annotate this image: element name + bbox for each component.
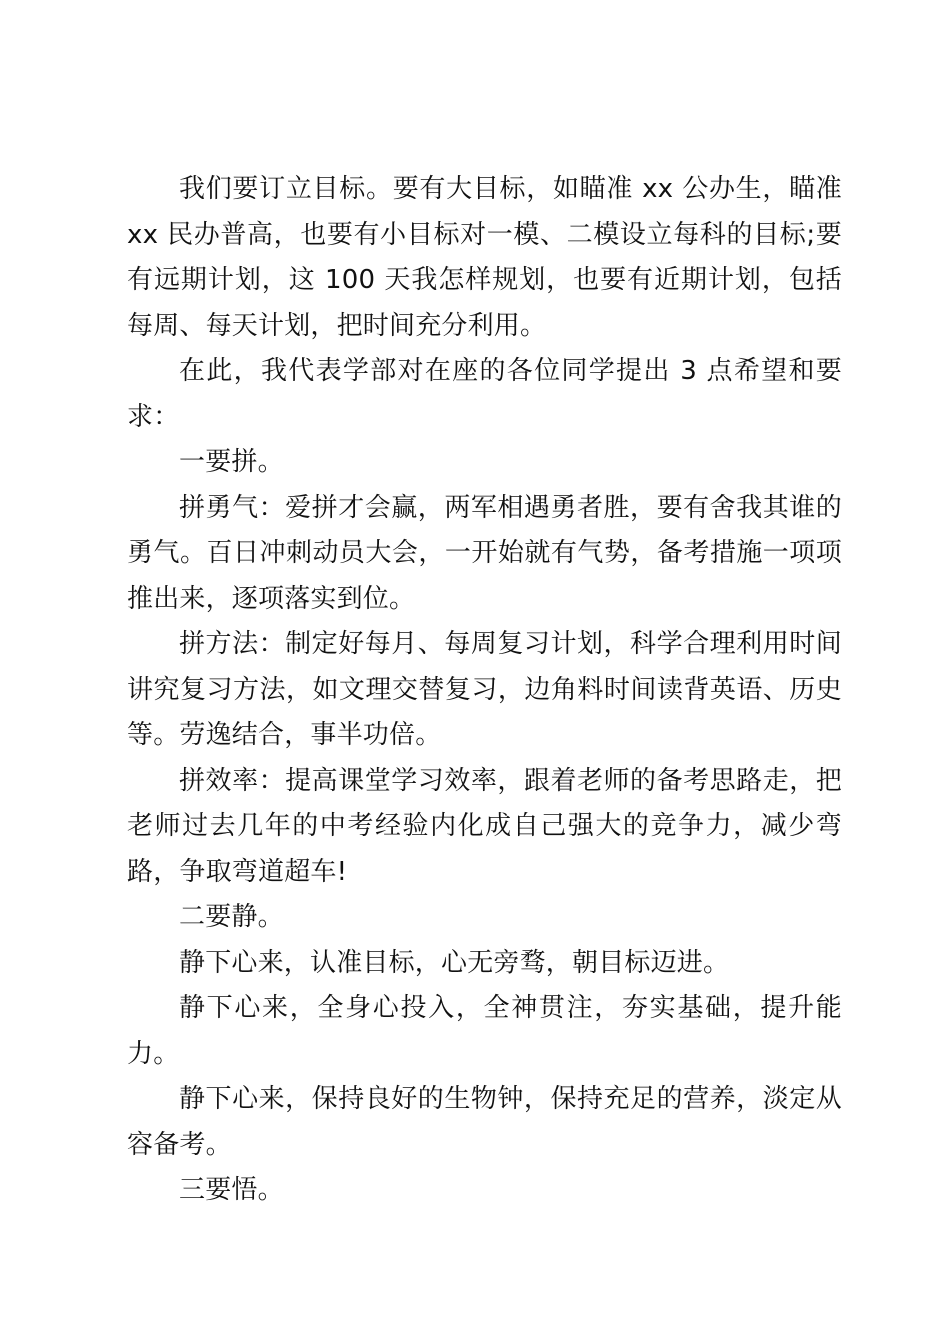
document-body [127, 167, 842, 1214]
heading-second-requirement: 二要静。 [179, 902, 284, 932]
paragraph-efficiency: 拼效率：提高课堂学习效率，跟着老师的备考思路走，把老师过去几年的中考经验内化成自己强大的竞争力，减少弯路，争取弯道超车! [127, 765, 842, 887]
paragraph-method: 拼方法：制定好每月、每周复习计划，科学合理利用时间讲究复习方法，如文理交替复习，边角料时间读背英语、历史等。劳逸结合，事半功倍。 [127, 629, 842, 750]
heading-third-requirement: 三要悟。 [179, 1175, 284, 1205]
paragraph-courage: 拼勇气：爱拼才会赢，两军相遇勇者胜，要有舍我其谁的勇气。百日冲刺动员大会，一开始就有气势，备考措施一项项推出来，逐项落实到位。 [127, 492, 842, 614]
paragraph-calm-1: 静下心来，认准目标，心无旁骛，朝目标迈进。 [179, 947, 730, 978]
paragraph-goals: 我们要订立目标。要有大目标，如瞄准 xx 公办生，瞄准 xx 民办普高，也要有小目标对一模、二模设立每科的目标;要有远期计划，这 100 天我怎样规划，也要有近期计划，包括每周、每天计划，把时间充分利用。 [127, 174, 842, 341]
paragraph-calm-3: 静下心来，保持良好的生物钟，保持充足的营养，淡定从容备考。 [127, 1084, 842, 1160]
paragraph-calm-2: 静下心来，全身心投入，全神贯注，夯实基础，提升能力。 [127, 993, 842, 1069]
heading-first-requirement: 一要拼。 [179, 447, 284, 477]
paragraph-intro-requirements: 在此，我代表学部对在座的各位同学提出 3 点希望和要求： [127, 356, 842, 432]
